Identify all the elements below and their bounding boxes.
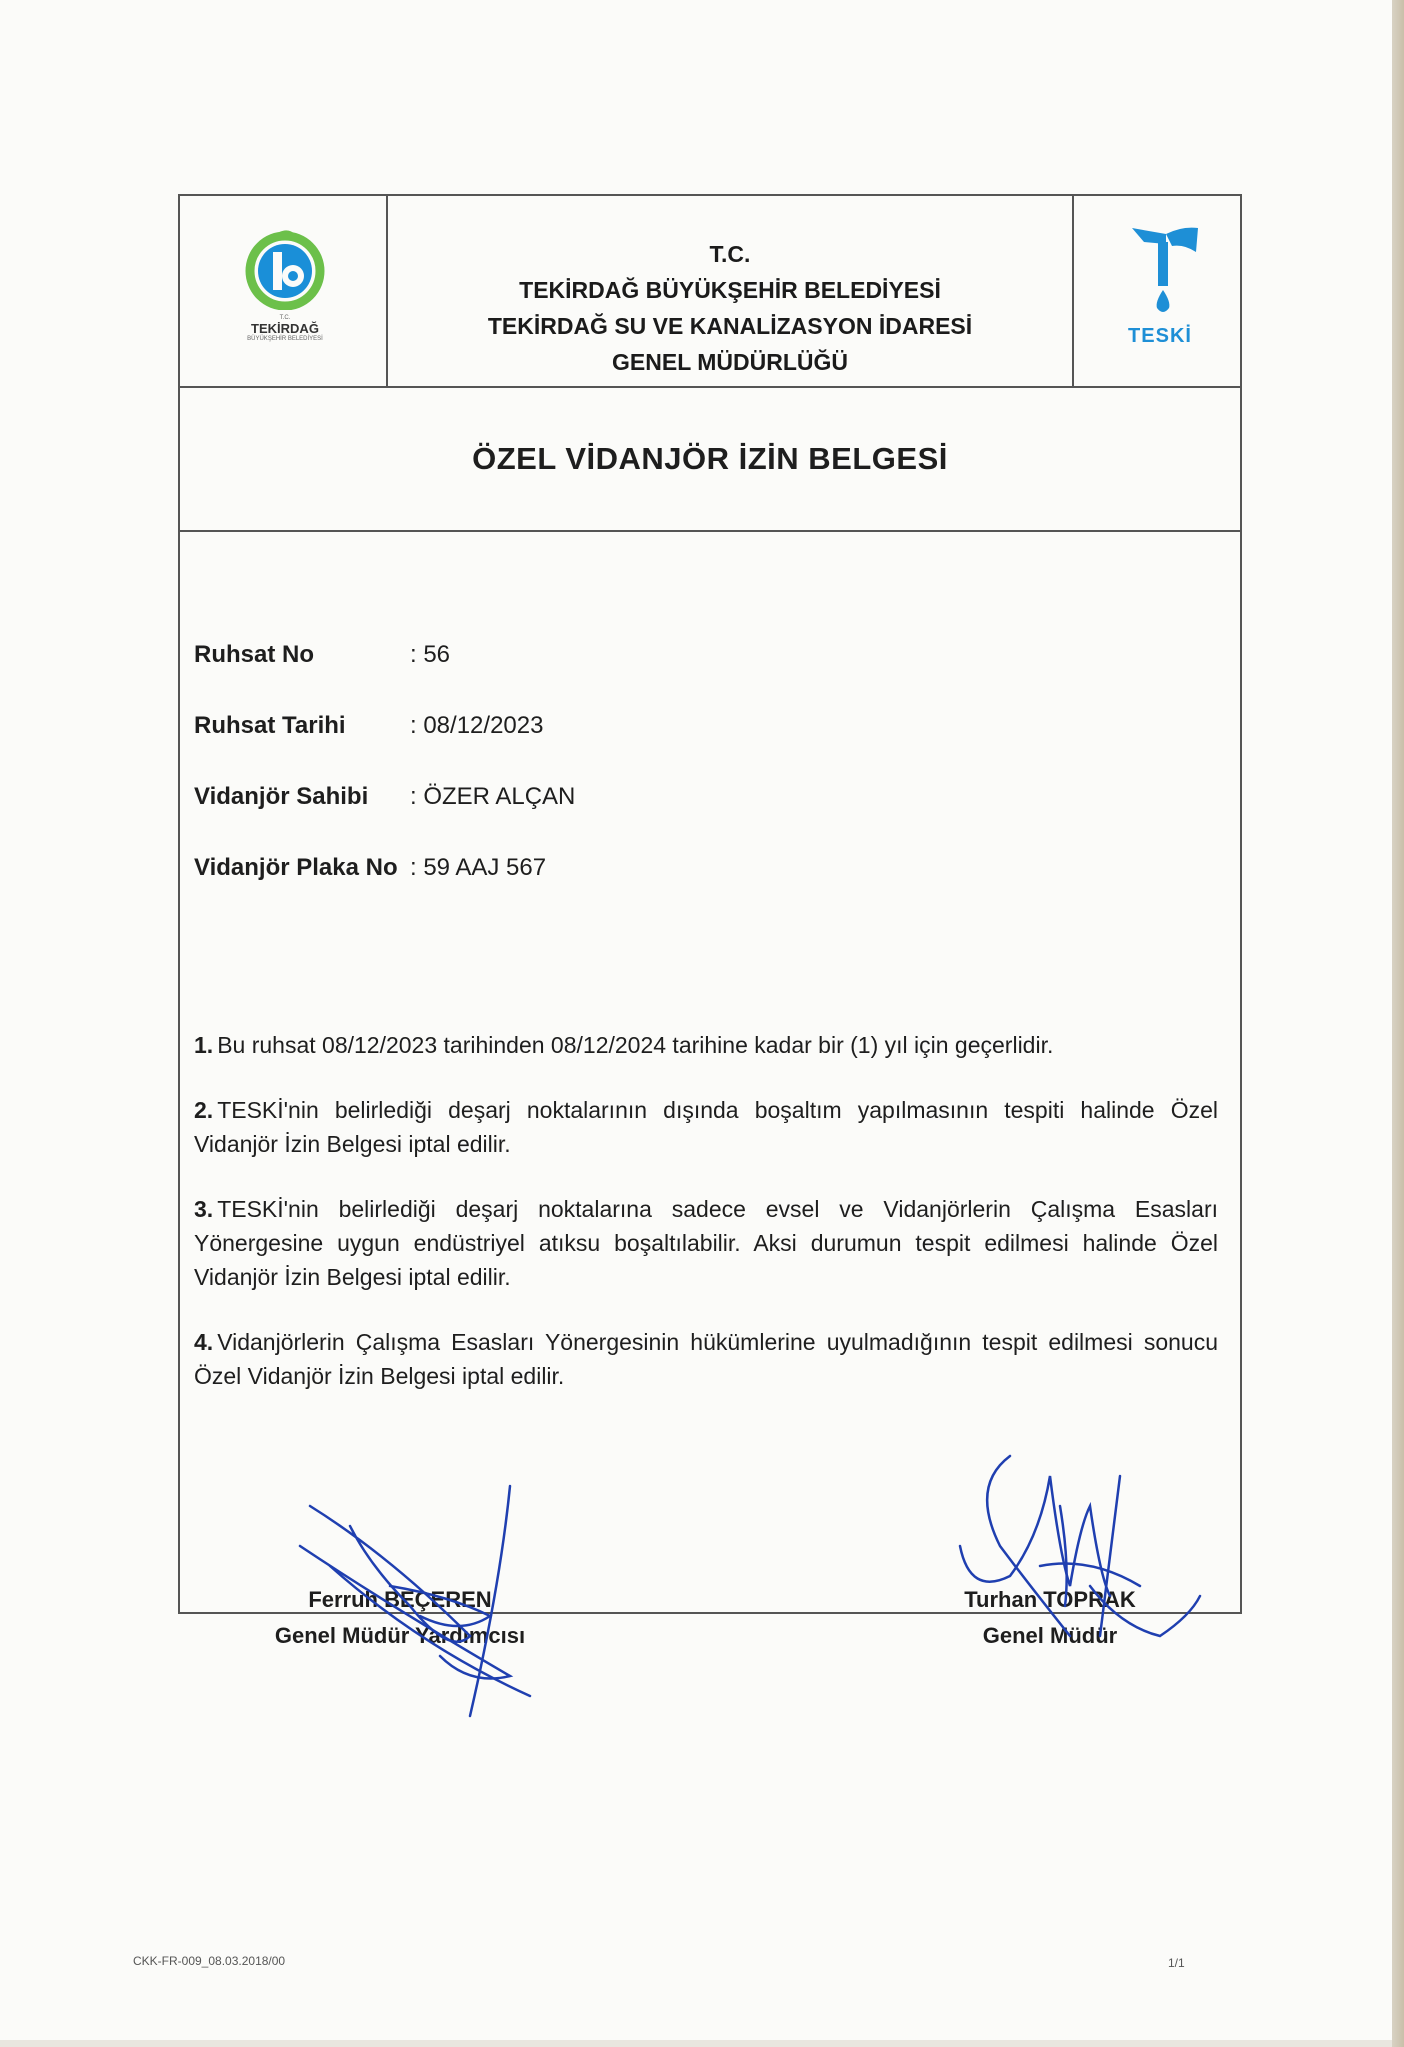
right-signature-icon bbox=[950, 1436, 1210, 1666]
condition-text: Vidanjörlerin Çalışma Esasları Yönergesinin hükümlerine uyulmadığının tespit edilmesi sonucu Özel Vidanjör İzin Belgesi iptal edilir. bbox=[194, 1329, 1218, 1389]
teski-logo bbox=[1100, 216, 1220, 366]
field-row bbox=[194, 783, 894, 854]
condition-item bbox=[194, 1093, 1218, 1161]
teski-logo-name: TESKİ bbox=[1128, 325, 1192, 347]
institution-header bbox=[388, 236, 1072, 380]
field-label: Vidanjör Sahibi bbox=[194, 783, 369, 810]
field-value: : ÖZER ALÇAN bbox=[410, 783, 576, 810]
left-signer-role: Genel Müdür Yardımcısı bbox=[274, 1623, 526, 1648]
document-title: ÖZEL VİDANJÖR İZİN BELGESİ bbox=[472, 441, 948, 476]
header-line-2: TEKİRDAĞ BÜYÜKŞEHİR BELEDİYESİ bbox=[519, 277, 941, 303]
field-row bbox=[194, 712, 894, 783]
document-frame bbox=[178, 194, 1242, 1648]
condition-text: TESKİ'nin belirlediği deşarj noktalarının dışında boşaltım yapılmasının tespiti halinde Özel Vidanjör İzin Belgesi iptal edilir. bbox=[194, 1097, 1218, 1157]
header-line-1: T.C. bbox=[709, 241, 751, 267]
header-line-4: GENEL MÜDÜRLÜĞÜ bbox=[612, 349, 848, 375]
field-row bbox=[194, 641, 894, 712]
condition-number: 3. bbox=[194, 1196, 214, 1222]
field-label: Ruhsat No bbox=[194, 641, 314, 668]
left-logo-top-text: T.C. bbox=[279, 315, 291, 321]
right-signer-role: Genel Müdür bbox=[982, 1623, 1118, 1648]
field-value: : 59 AAJ 567 bbox=[410, 854, 547, 881]
condition-item bbox=[194, 1028, 1218, 1062]
right-signer-name: Turhan TOPRAK bbox=[964, 1587, 1136, 1612]
condition-item bbox=[194, 1192, 1218, 1294]
condition-item bbox=[194, 1325, 1218, 1393]
permit-fields bbox=[194, 641, 894, 925]
header-bottom-rule bbox=[180, 386, 1240, 388]
form-code: CKK-FR-009_08.03.2018/00 bbox=[133, 1954, 286, 1968]
condition-number: 1. bbox=[194, 1032, 214, 1058]
field-row bbox=[194, 854, 894, 925]
paper-edge bbox=[1392, 0, 1404, 2047]
header-divider-right bbox=[1072, 196, 1074, 388]
left-signature-icon bbox=[270, 1466, 570, 1726]
tekirdag-emblem-icon bbox=[220, 228, 350, 310]
field-label: Ruhsat Tarihi bbox=[194, 712, 346, 739]
condition-text: TESKİ'nin belirlediği deşarj noktalarına sadece evsel ve Vidanjörlerin Çalışma Esasları Yönergesine uygun endüstriyel atıksu boşaltılabilir. Aksi durumun tespit edilmesi halinde Özel Vidanjör İzin Belgesi iptal edilir. bbox=[194, 1196, 1218, 1290]
condition-text: Bu ruhsat 08/12/2023 tarihinden 08/12/2024 tarihine kadar bir (1) yıl için geçerlidir. bbox=[217, 1032, 1054, 1058]
condition-number: 2. bbox=[194, 1097, 214, 1123]
teski-emblem-icon bbox=[1100, 216, 1220, 334]
condition-number: 4. bbox=[194, 1329, 214, 1355]
field-value: : 56 bbox=[410, 641, 451, 668]
left-signer-name: Ferruh BEÇEREN bbox=[308, 1587, 492, 1612]
field-label: Vidanjör Plaka No bbox=[194, 854, 398, 881]
header-line-3: TEKİRDAĞ SU VE KANALİZASYON İDARESİ bbox=[487, 313, 973, 339]
permit-conditions bbox=[194, 1028, 1218, 1424]
left-logo-sub: BÜYÜKŞEHİR BELEDİYESİ bbox=[247, 336, 323, 342]
page-number: 1/1 bbox=[1168, 1956, 1185, 1970]
left-logo-name: TEKİRDAĞ bbox=[251, 321, 319, 336]
field-value: : 08/12/2023 bbox=[410, 712, 544, 739]
title-bottom-rule bbox=[180, 530, 1240, 532]
tekirdag-logo bbox=[220, 228, 350, 348]
